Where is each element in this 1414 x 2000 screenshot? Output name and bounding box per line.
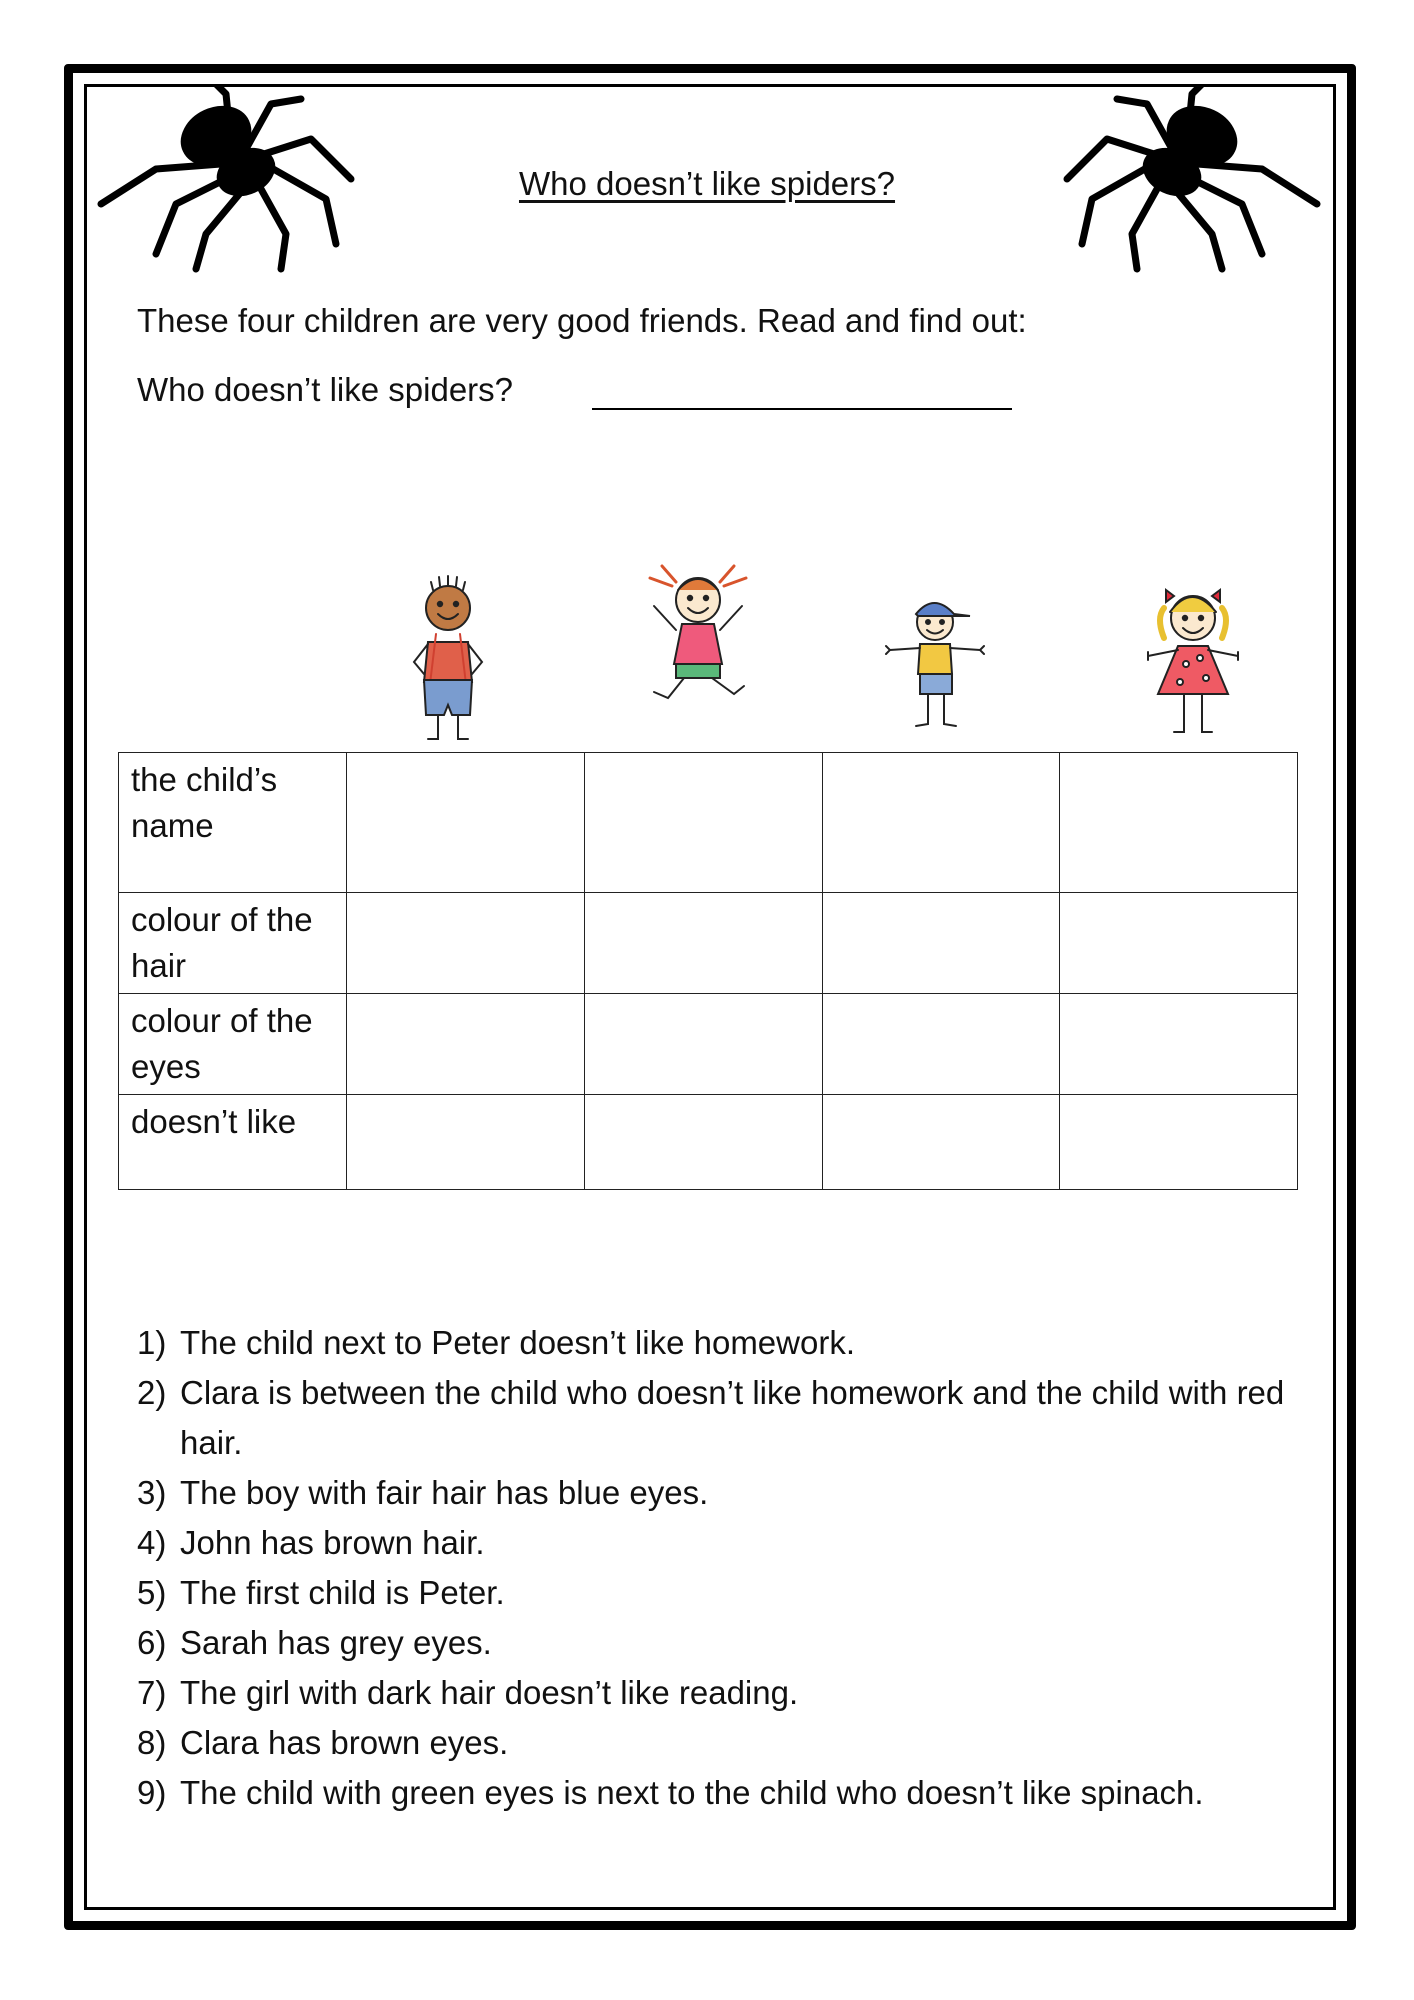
list-item xyxy=(137,1668,1317,1718)
row-label: doesn’t like xyxy=(119,1095,347,1190)
clue-number: 2) xyxy=(137,1374,167,1411)
girl-dress-drawing xyxy=(1134,578,1252,736)
answer-cell[interactable] xyxy=(1060,1095,1298,1190)
clue-text: Clara is between the child who doesn’t like homework and the child with red hair. xyxy=(180,1374,1285,1461)
clue-text: Clara has brown eyes. xyxy=(180,1724,509,1761)
list-item xyxy=(137,1468,1317,1518)
answer-cell[interactable] xyxy=(584,893,822,994)
answer-cell[interactable] xyxy=(584,753,822,893)
clue-text: The first child is Peter. xyxy=(180,1574,505,1611)
clue-text: The child with green eyes is next to the child who doesn’t like spinach. xyxy=(180,1774,1204,1811)
list-item xyxy=(137,1568,1317,1618)
answer-cell[interactable] xyxy=(347,893,585,994)
list-item xyxy=(137,1618,1317,1668)
table-row xyxy=(119,994,1298,1095)
question-label: Who doesn’t like spiders? xyxy=(137,371,514,408)
girl-jumping-drawing xyxy=(636,560,760,710)
answer-cell[interactable] xyxy=(1060,753,1298,893)
clue-text: The child next to Peter doesn’t like homework. xyxy=(180,1324,856,1361)
page-title: Who doesn’t like spiders? xyxy=(518,165,896,202)
clue-number: 3) xyxy=(137,1474,167,1511)
row-label: colour of the eyes xyxy=(119,994,347,1095)
row-label: the child’s name xyxy=(119,753,347,893)
clue-number: 1) xyxy=(137,1324,167,1361)
answer-blank-line[interactable] xyxy=(592,408,1012,410)
clue-number: 7) xyxy=(137,1674,167,1711)
table-row xyxy=(119,753,1298,893)
list-item xyxy=(137,1768,1317,1818)
boy-cap-drawing xyxy=(880,588,990,736)
answer-cell[interactable] xyxy=(584,1095,822,1190)
table-row xyxy=(119,1095,1298,1190)
clue-number: 6) xyxy=(137,1624,167,1661)
clue-number: 8) xyxy=(137,1724,167,1761)
answer-cell[interactable] xyxy=(347,753,585,893)
answer-cell[interactable] xyxy=(822,994,1060,1095)
clue-text: John has brown hair. xyxy=(180,1524,485,1561)
clue-number: 5) xyxy=(137,1574,167,1611)
answer-cell[interactable] xyxy=(1060,893,1298,994)
boy-drawing xyxy=(398,572,500,742)
answer-cell[interactable] xyxy=(347,1095,585,1190)
table-row xyxy=(119,893,1298,994)
answer-cell[interactable] xyxy=(347,994,585,1095)
intro-text: These four children are very good friends. Read and find out: xyxy=(137,302,1027,339)
answer-table xyxy=(118,752,1298,1190)
answer-cell[interactable] xyxy=(1060,994,1298,1095)
answer-cell[interactable] xyxy=(584,994,822,1095)
clue-number: 9) xyxy=(137,1774,167,1811)
list-item xyxy=(137,1518,1317,1568)
list-item xyxy=(137,1368,1317,1468)
clue-number: 4) xyxy=(137,1524,167,1561)
answer-cell[interactable] xyxy=(822,753,1060,893)
clue-text: The girl with dark hair doesn’t like reading. xyxy=(180,1674,799,1711)
answer-cell[interactable] xyxy=(822,893,1060,994)
clue-text: The boy with fair hair has blue eyes. xyxy=(180,1474,709,1511)
answer-cell[interactable] xyxy=(822,1095,1060,1190)
row-label: colour of the hair xyxy=(119,893,347,994)
list-item xyxy=(137,1318,1317,1368)
clue-text: Sarah has grey eyes. xyxy=(180,1624,492,1661)
clue-list xyxy=(137,1318,1317,1818)
list-item xyxy=(137,1718,1317,1768)
